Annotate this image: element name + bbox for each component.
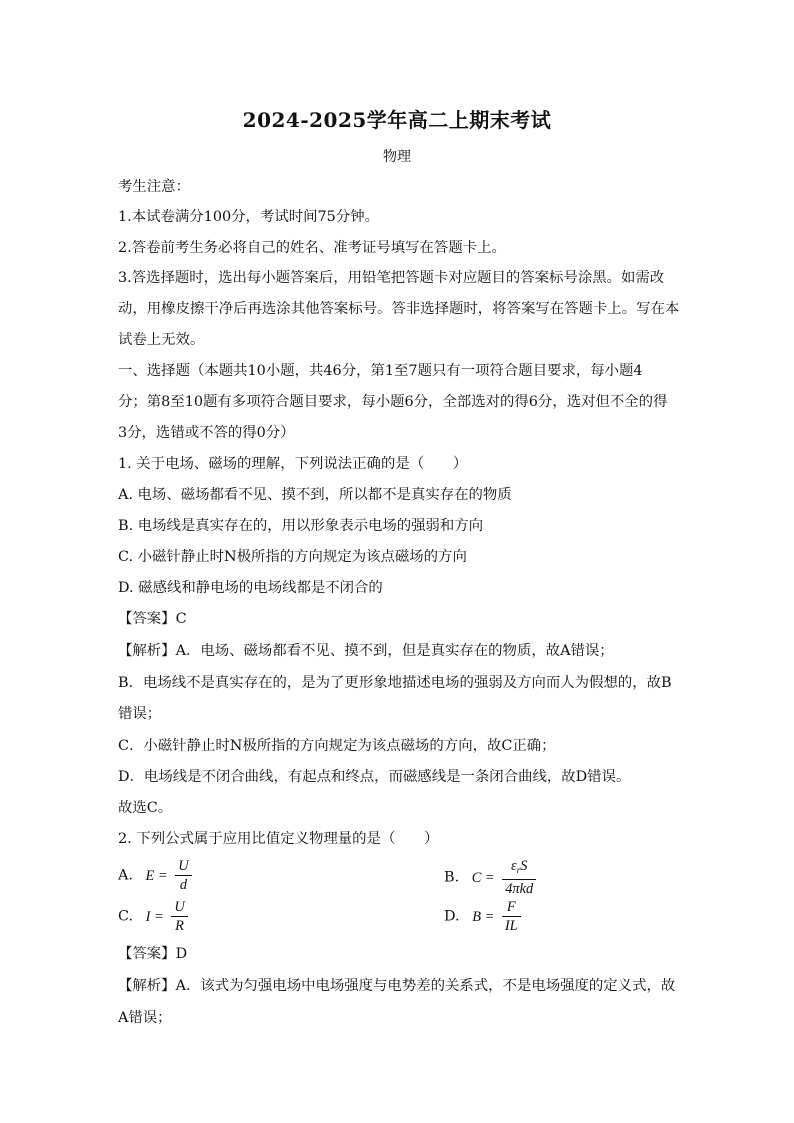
formula-lhs: B = <box>472 908 495 925</box>
notice-item: 3.答选择题时，选出每小题答案后，用铅笔把答题卡对应题目的答案标号涂黑。如需改 <box>118 270 665 286</box>
notice-item: 动，用橡皮擦干净后再选涂其他答案标号。答非选择题时，将答案写在答题卡上。写在本 <box>118 301 680 317</box>
question-2-option-b <box>444 857 536 898</box>
fraction-numerator: F <box>502 898 521 917</box>
fraction-numerator: U <box>171 898 187 917</box>
formula-fraction <box>171 898 187 935</box>
question-2-analysis: A错误； <box>118 1010 172 1026</box>
option-label: A. <box>118 867 133 884</box>
formula-fraction <box>175 857 191 894</box>
question-2-answer: 【答案】D <box>118 946 188 962</box>
formula-lhs: I = <box>145 908 164 925</box>
question-2-option-a <box>118 857 192 894</box>
question-1-answer: 【答案】C <box>118 611 187 627</box>
option-label: C. <box>118 908 134 925</box>
notice-item: 1.本试卷满分100分，考试时间75分钟。 <box>118 209 379 225</box>
fraction-numerator: U <box>175 857 191 876</box>
notice-item: 试卷上无效。 <box>118 332 205 348</box>
formula-fraction <box>502 857 536 898</box>
question-1-analysis: 故选C。 <box>118 800 173 816</box>
option-label: D. <box>444 908 460 925</box>
question-1-option-c: C. 小磁针静止时N极所指的方向规定为该点磁场的方向 <box>118 549 467 565</box>
fraction-denominator: 4πkd <box>505 881 534 897</box>
fraction-denominator: R <box>175 918 184 934</box>
question-1-analysis: 错误； <box>118 706 162 722</box>
question-1-analysis: C．小磁针静止时N极所指的方向规定为该点磁场的方向，故C正确； <box>118 738 556 754</box>
formula-fraction <box>502 898 521 935</box>
epsilon-symbol: ε <box>511 858 517 874</box>
fraction-numerator <box>502 857 536 880</box>
question-1-option-b: B. 电场线是真实存在的，用以形象表示电场的强弱和方向 <box>118 518 484 534</box>
question-2-analysis: 【解析】A．该式为匀强电场中电场强度与电势差的关系式，不是电场强度的定义式，故 <box>118 978 676 994</box>
question-1-option-d: D. 磁感线和静电场的电场线都是不闭合的 <box>118 580 383 596</box>
formula-lhs: C = <box>471 869 495 886</box>
section-heading: 一、选择题（本题共10小题，共46分，第1至7题只有一项符合题目要求，每小题4 <box>118 363 643 379</box>
question-1-stem: 1. 关于电场、磁场的理解，下列说法正确的是（ ） <box>118 456 468 472</box>
exam-title: 2024-2025学年高二上期末考试 <box>242 108 552 132</box>
question-2-option-c <box>118 898 188 935</box>
notice-heading: 考生注意： <box>118 179 190 195</box>
formula-lhs: E = <box>145 867 168 884</box>
fraction-denominator: d <box>179 877 188 893</box>
epsilon-subscript: r <box>516 865 521 875</box>
question-1-option-a: A. 电场、磁场都看不见、摸不到，所以都不是真实存在的物质 <box>118 487 512 503</box>
question-1-analysis: D．电场线是不闭合曲线，有起点和终点，而磁感线是一条闭合曲线，故D错误。 <box>118 769 631 785</box>
section-heading-cont: 3分，选错或不答的得0分） <box>118 425 295 441</box>
exam-subject: 物理 <box>383 149 411 165</box>
question-1-analysis: 【解析】A．电场、磁场都看不见、摸不到，但是真实存在的物质，故A错误； <box>118 643 614 659</box>
question-2-option-d <box>444 898 521 935</box>
option-label: B. <box>444 869 460 886</box>
question-2-stem: 2. 下列公式属于应用比值定义物理量的是（ ） <box>118 831 439 847</box>
question-1-analysis: B．电场线不是真实存在的，是为了更形象地描述电场的强弱及方向而人为假想的，故B <box>118 675 672 691</box>
section-heading-cont: 分；第8至10题有多项符合题目要求，每小题6分，全部选对的得6分，选对但不全的得 <box>118 394 668 410</box>
notice-item: 2.答卷前考生务必将自己的姓名、准考证号填写在答题卡上。 <box>118 240 506 256</box>
numerator-tail: S <box>520 858 528 874</box>
fraction-denominator: IL <box>504 918 518 934</box>
